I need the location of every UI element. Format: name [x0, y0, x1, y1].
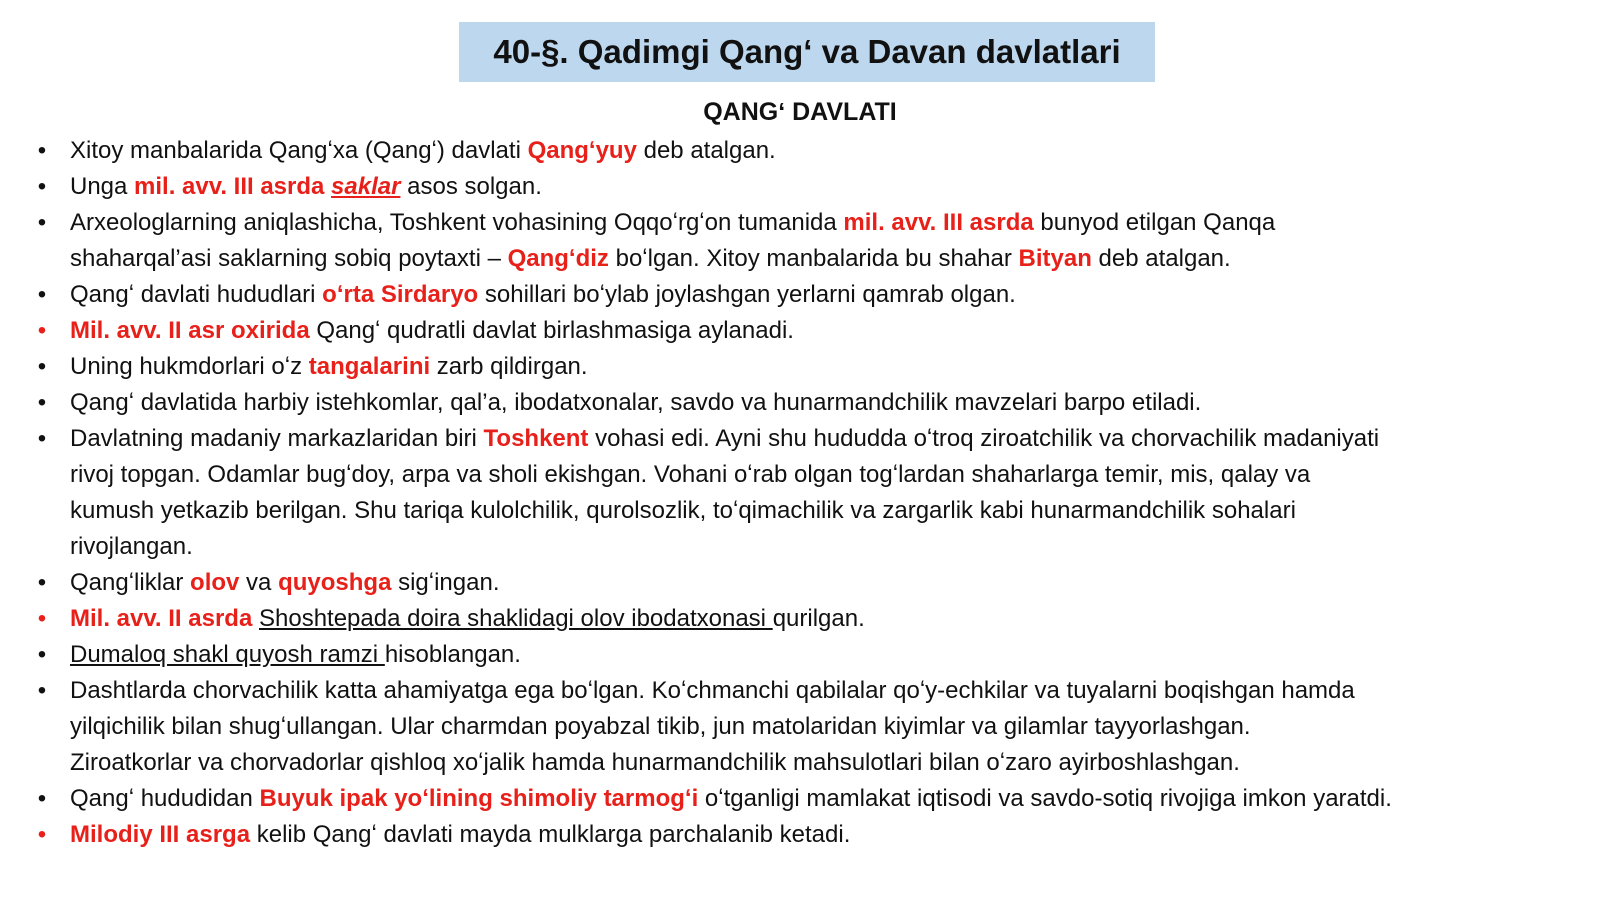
bullet-dot-icon: •: [37, 317, 47, 344]
highlighted-text: Dumaloq shakl quyosh ramzi: [70, 641, 385, 668]
bullet-item: [32, 637, 1577, 673]
bullet-item: [32, 421, 1577, 565]
text-run: Qangʻ qudratli davlat birlashmasiga aylanadi.: [309, 317, 794, 344]
highlighted-text: Mil. avv. II asr oxirida: [70, 317, 310, 344]
bullet-item: [32, 169, 1577, 205]
title-banner: [459, 22, 1155, 82]
text-run: rivoj topgan. Odamlar bugʻdoy, arpa va sholi ekishgan. Vohani oʻrab olgan togʻlardan shaharlarga temir, mis, qalay va: [70, 461, 1311, 488]
highlighted-text: Qangʻdiz: [507, 245, 609, 272]
text-run: yilqichilik bilan shugʻullangan. Ular charmdan poyabzal tikib, jun matolaridan kiyimlar va gilamlar tayyorlashgan.: [70, 713, 1251, 740]
text-run: Unga: [70, 173, 135, 200]
bullet-dot-icon: •: [37, 173, 47, 200]
bullet-item: [32, 349, 1577, 385]
highlighted-text: mil. avv. III asrda: [843, 209, 1034, 236]
bullet-dot-icon: •: [37, 281, 47, 308]
text-run: vohasi edi. Ayni shu hududda oʻtroq ziroatchilik va chorvachilik madaniyati: [588, 425, 1380, 452]
bullet-item: [32, 601, 1577, 637]
text-run: Qangʻ hududidan: [70, 785, 260, 812]
bullet-item: [32, 205, 1577, 277]
text-run: va: [239, 569, 279, 596]
text-run: boʻlgan. Xitoy manbalarida bu shahar: [608, 245, 1019, 272]
highlighted-text: tangalarini: [308, 353, 431, 380]
bullet-item: [32, 781, 1577, 817]
text-run: Davlatning madaniy markazlaridan biri: [70, 425, 484, 452]
bullet-item: [32, 673, 1577, 781]
highlighted-text: Toshkent: [483, 425, 589, 452]
text-run: kelib Qangʻ davlati mayda mulklarga parchalanib ketadi.: [250, 821, 851, 848]
bullet-dot-icon: •: [37, 353, 47, 380]
bullet-item: [32, 313, 1577, 349]
highlighted-text: Bityan: [1018, 245, 1092, 272]
bullet-dot-icon: •: [37, 425, 47, 452]
section-heading: QANGʻ DAVLATI: [703, 98, 897, 126]
bullet-dot-icon: •: [37, 821, 47, 848]
bullet-dot-icon: •: [37, 209, 47, 236]
highlighted-text: mil. avv. III asrda: [134, 173, 325, 200]
bullet-dot-icon: •: [37, 137, 47, 164]
text-run: deb atalgan.: [1091, 245, 1231, 272]
highlighted-text: olov: [190, 569, 240, 596]
highlighted-text: Buyuk ipak yoʻlining shimoliy tarmogʻi: [259, 785, 699, 812]
highlighted-text: Milodiy III asrga: [70, 821, 251, 848]
text-run: oʻtganligi mamlakat iqtisodi va savdo-sotiq rivojiga imkon yaratdi.: [698, 785, 1392, 812]
bullet-item: [32, 385, 1577, 421]
text-run: Ziroatkorlar va chorvadorlar qishloq xoʻjalik hamda hunarmandchilik mahsulotlari bilan oʻzaro ayirboshlashgan.: [70, 749, 1240, 776]
text-run: sigʻingan.: [391, 569, 500, 596]
bullet-item: [32, 133, 1577, 169]
text-run: Xitoy manbalarida Qangʻxa (Qangʻ) davlati: [70, 137, 528, 164]
text-run: zarb qildirgan.: [430, 353, 588, 380]
page-title: 40-§. Qadimgi Qangʻ va Davan davlatlari: [493, 33, 1121, 70]
bullet-item: [32, 817, 1577, 853]
text-run: Qangʻ davlati hududlari: [70, 281, 323, 308]
bullet-dot-icon: •: [37, 569, 47, 596]
text-run: rivojlangan.: [70, 533, 193, 560]
text-run: Uning hukmdorlari oʻz: [70, 353, 309, 380]
text-run: hisoblangan.: [384, 641, 521, 668]
highlighted-text: quyoshga: [278, 569, 392, 596]
highlighted-text: Mil. avv. II asrda: [70, 605, 253, 632]
bullet-dot-icon: •: [37, 677, 47, 704]
bullet-dot-icon: •: [37, 605, 47, 632]
highlighted-text: oʻrta Sirdaryo: [322, 281, 479, 308]
text-run: Arxeologlarning aniqlashicha, Toshkent vohasining Oqqoʻrgʻon tumanida: [70, 209, 844, 236]
text-run: Qangʻliklar: [70, 569, 191, 596]
text-run: kumush yetkazib berilgan. Shu tariqa kulolchilik, qurolsozlik, toʻqimachilik va zargarlik kabi hunarmandchilik sohalari: [70, 497, 1296, 524]
bullet-item: [32, 565, 1577, 601]
bullet-item: [32, 277, 1577, 313]
text-run: Dashtlarda chorvachilik katta ahamiyatga ega boʻlgan. Koʻchmanchi qabilalar qoʻy-echkilar va tuyalarni boqishgan hamda: [70, 677, 1355, 704]
text-run: shaharqal’asi saklarning sobiq poytaxti –: [70, 245, 508, 272]
bullet-dot-icon: •: [37, 785, 47, 812]
text-run: [252, 605, 259, 632]
highlighted-text: Shoshtepada doira shaklidagi olov ibodatxonasi: [258, 605, 773, 632]
text-run: bunyod etilgan Qanqa: [1033, 209, 1276, 236]
text-run: qurilgan.: [772, 605, 865, 632]
bullet-dot-icon: •: [37, 389, 47, 416]
bullet-list: [32, 133, 1577, 853]
bullet-dot-icon: •: [37, 641, 47, 668]
text-run: asos solgan.: [400, 173, 542, 200]
text-run: deb atalgan.: [636, 137, 776, 164]
highlighted-text: Qangʻyuy: [527, 137, 637, 164]
text-run: sohillari boʻylab joylashgan yerlarni qamrab olgan.: [478, 281, 1016, 308]
highlighted-text: saklar: [331, 173, 401, 200]
text-run: Qangʻ davlatida harbiy istehkomlar, qal’a, ibodatxonalar, savdo va hunarmandchilik mavzelari barpo etiladi.: [70, 389, 1202, 416]
